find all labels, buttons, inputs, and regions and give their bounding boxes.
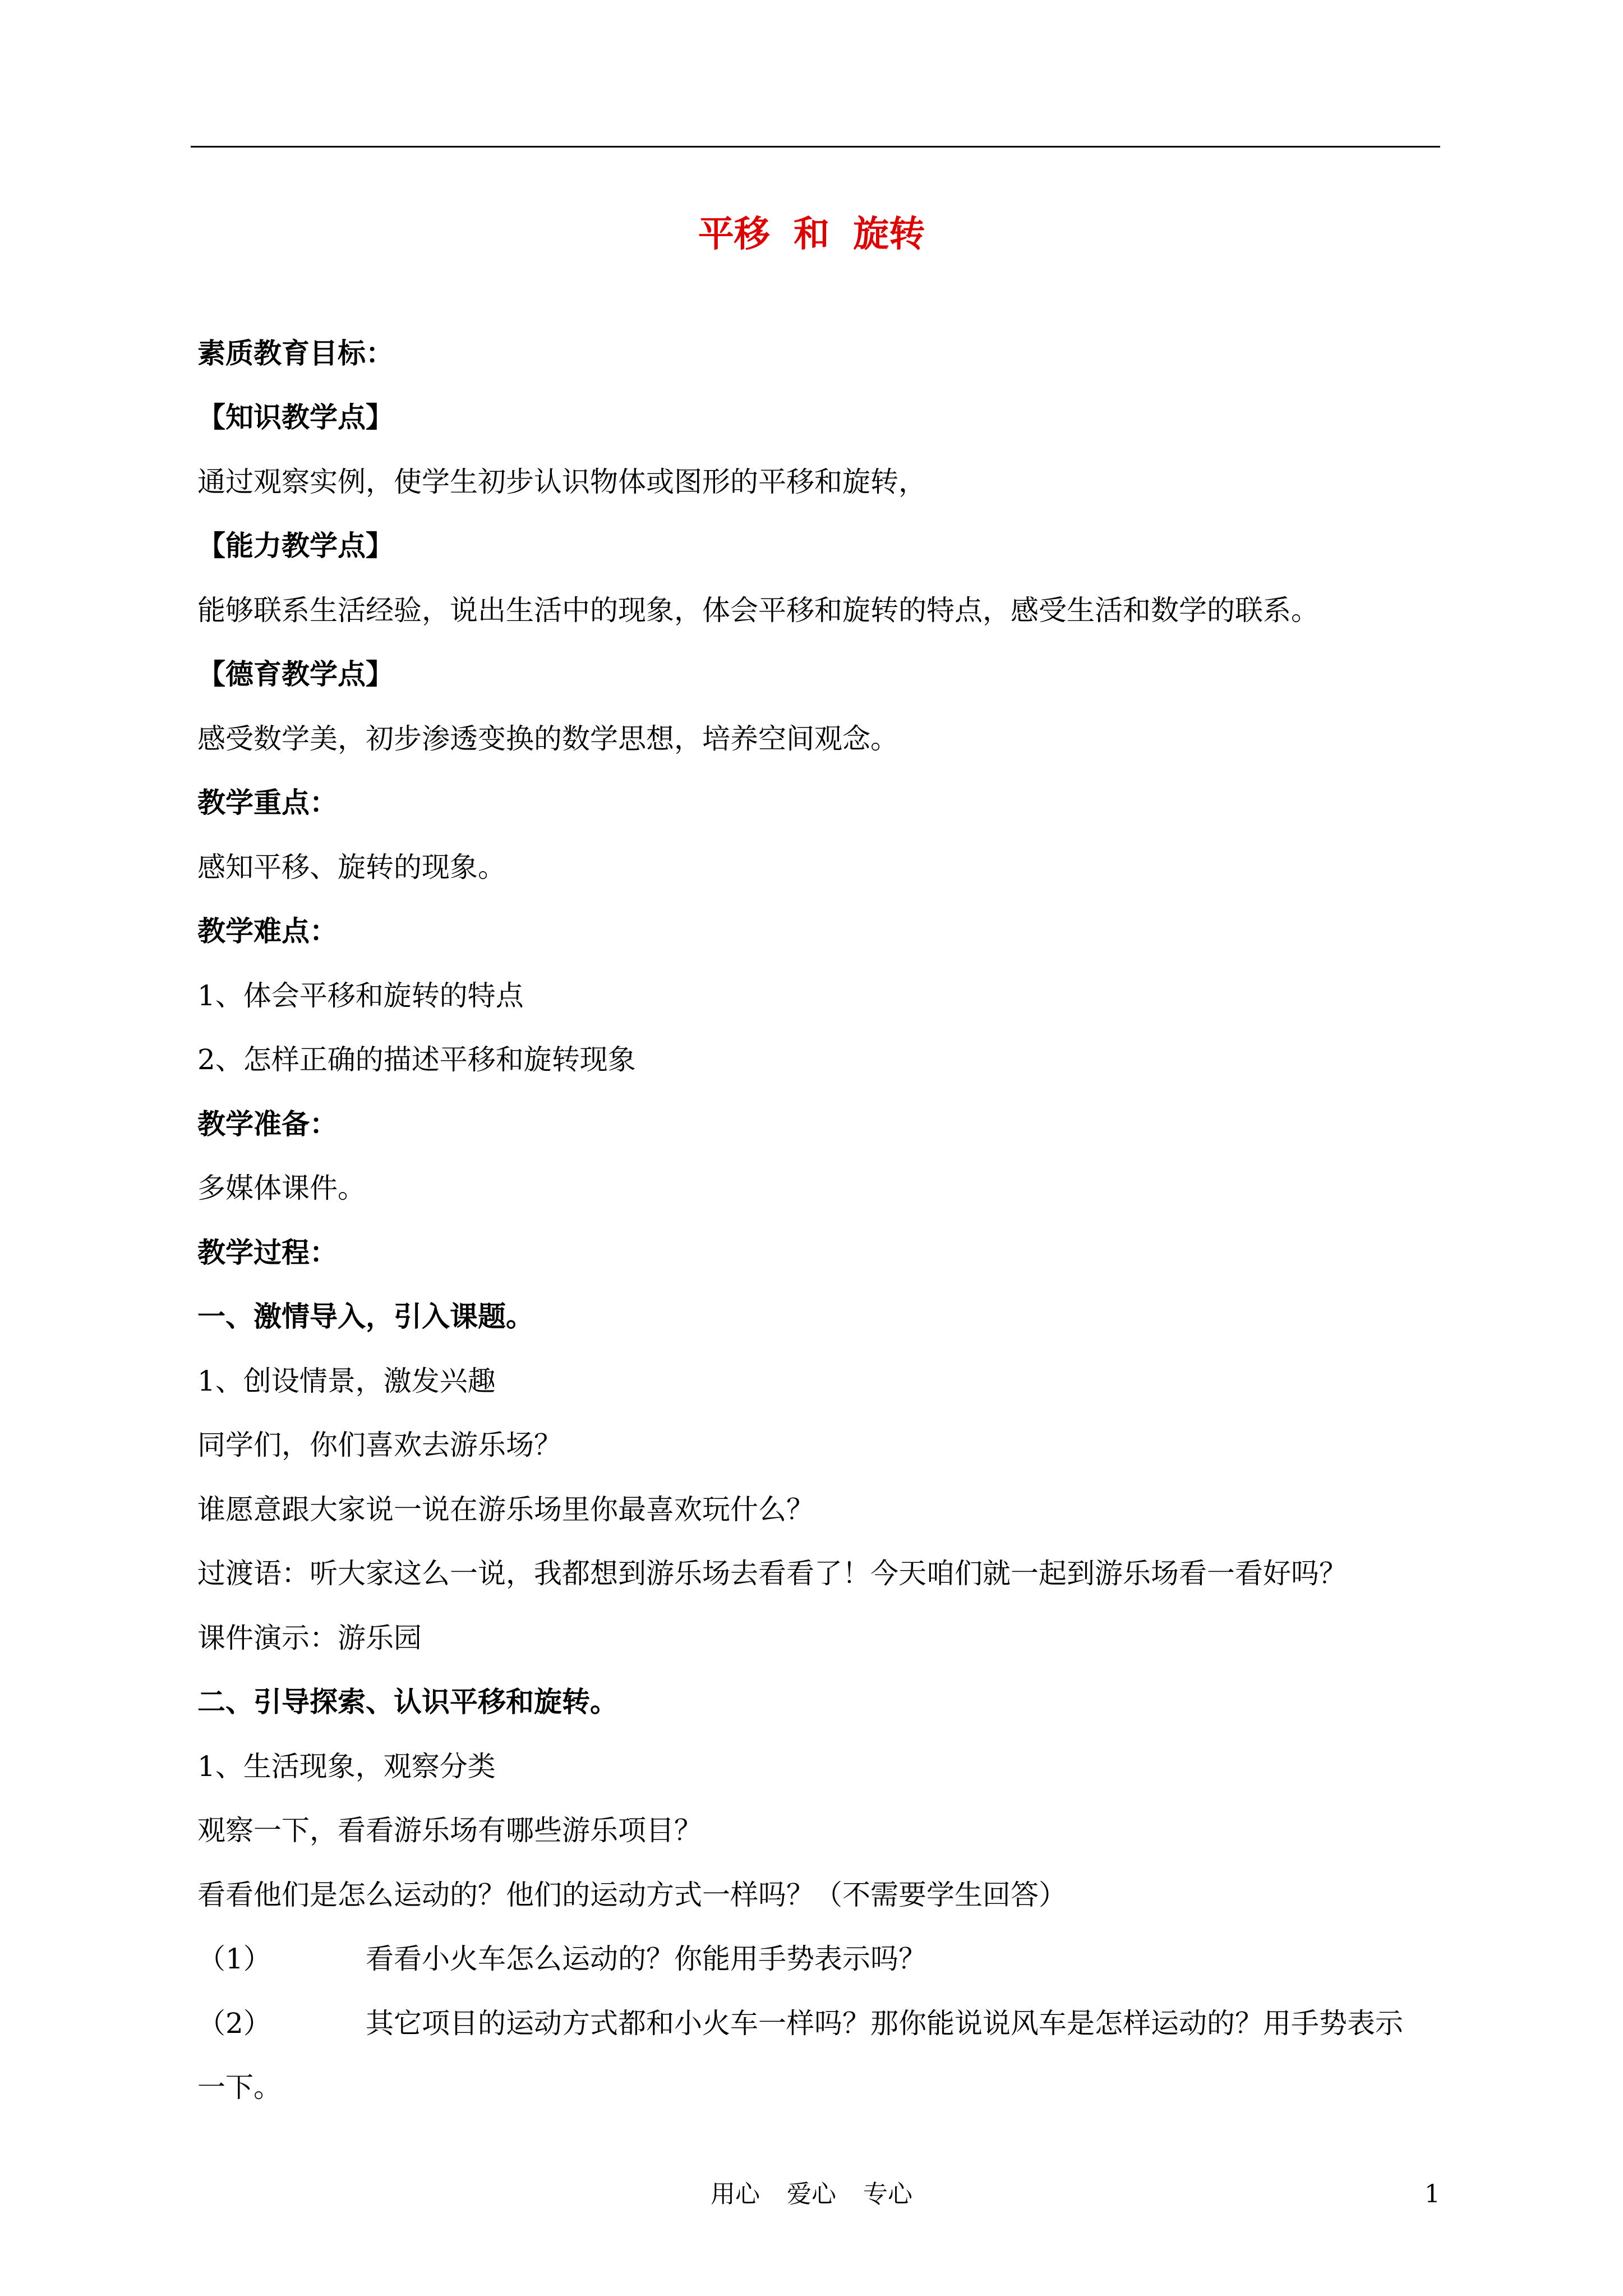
heading-key-points: 教学重点： bbox=[197, 786, 338, 819]
document-title: 平移 和 旋转 bbox=[698, 213, 925, 255]
item-number: （1） bbox=[197, 1943, 271, 1975]
paragraph: 谁愿意跟大家说一说在游乐场里你最喜欢玩什么？ bbox=[197, 1493, 814, 1526]
paragraph: 看看他们是怎么运动的？他们的运动方式一样吗？（不需要学生回答） bbox=[197, 1879, 1067, 1911]
heading-knowledge-point: 【知识教学点】 bbox=[197, 401, 394, 434]
list-item: 1、生活现象，观察分类 bbox=[197, 1750, 496, 1783]
paragraph: 观察一下，看看游乐场有哪些游乐项目？ bbox=[197, 1814, 702, 1847]
numbered-item bbox=[197, 1942, 926, 1976]
footer-motto bbox=[0, 2180, 1623, 2210]
paragraph: 同学们，你们喜欢去游乐场？ bbox=[197, 1429, 562, 1461]
footer-part: 专心 bbox=[863, 2180, 912, 2208]
paragraph: 感知平移、旋转的现象。 bbox=[197, 851, 506, 884]
list-item: 1、体会平移和旋转的特点 bbox=[197, 979, 524, 1012]
item-text: 其它项目的运动方式都和小火车一样吗？那你能说说风车是怎样运动的？用手势表示 bbox=[366, 2007, 1403, 2040]
paragraph: 通过观察实例，使学生初步认识物体或图形的平移和旋转， bbox=[197, 466, 926, 498]
section-heading-1: 一、激情导入，引入课题。 bbox=[197, 1300, 534, 1333]
page-number: 1 bbox=[1424, 2180, 1440, 2208]
paragraph: 课件演示：游乐园 bbox=[197, 1622, 422, 1654]
list-item: 2、怎样正确的描述平移和旋转现象 bbox=[197, 1043, 636, 1076]
heading-process: 教学过程： bbox=[197, 1236, 338, 1269]
heading-difficulties: 教学难点： bbox=[197, 914, 338, 947]
list-item: 1、创设情景，激发兴趣 bbox=[197, 1365, 496, 1397]
footer-part: 用心 bbox=[711, 2180, 760, 2208]
footer-part: 爱心 bbox=[787, 2180, 836, 2208]
paragraph: 能够联系生活经验，说出生活中的现象，体会平移和旋转的特点，感受生活和数学的联系。 bbox=[197, 594, 1319, 627]
heading-preparation: 教学准备： bbox=[197, 1107, 338, 1140]
paragraph-continuation: 一下。 bbox=[197, 2071, 282, 2104]
section-heading-2: 二、引导探索、认识平移和旋转。 bbox=[197, 1685, 618, 1718]
paragraph: 感受数学美，初步渗透变换的数学思想，培养空间观念。 bbox=[197, 723, 898, 755]
paragraph: 过渡语：听大家这么一说，我都想到游乐场去看看了！今天咱们就一起到游乐场看一看好吗？ bbox=[197, 1557, 1347, 1590]
heading-ability-point: 【能力教学点】 bbox=[197, 529, 394, 562]
header-rule bbox=[191, 146, 1440, 148]
numbered-item bbox=[197, 2007, 1403, 2040]
paragraph: 多媒体课件。 bbox=[197, 1172, 366, 1204]
item-number: （2） bbox=[197, 2007, 271, 2040]
heading-quality-goals: 素质教育目标： bbox=[197, 337, 394, 370]
heading-moral-point: 【德育教学点】 bbox=[197, 657, 394, 691]
item-text: 看看小火车怎么运动的？你能用手势表示吗？ bbox=[366, 1943, 926, 1975]
